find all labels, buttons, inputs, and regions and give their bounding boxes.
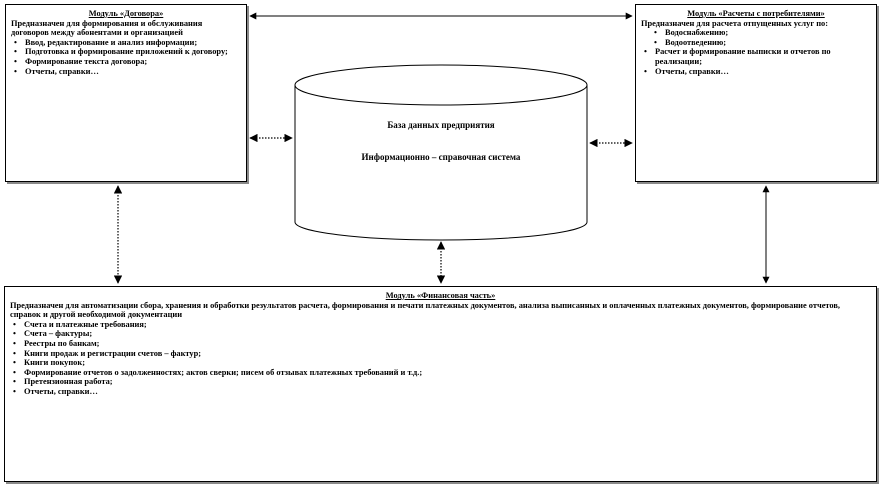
list-item: • Счета – фактуры;: [10, 329, 871, 339]
list-item: • Водоотведению;: [641, 38, 871, 48]
database-title: База данных предприятия: [387, 120, 495, 130]
list-item: • Претензионная работа;: [10, 377, 871, 387]
module-finance-title: Модуль «Финансовая часть»: [385, 291, 496, 300]
list-item: • Подготовка и формирование приложений к договору;: [11, 47, 241, 57]
list-item: • Водоснабжению;: [641, 28, 871, 38]
module-finance-list: [10, 320, 871, 397]
list-item: • Формирование текста договора;: [11, 57, 241, 67]
list-item: • Формирование отчетов о задолженностях; актов сверки; писем об отзывах платежных требований и т.д.;: [10, 368, 871, 378]
list-item: • Отчеты, справки…: [10, 387, 871, 397]
module-finance-description: Предназначен для автоматизации сбора, хранения и обработки результатов расчета, формирования и печати платежных документов, анализа выписанных и оплаченных платежных документов, формирование отчетов, справок и другой необходимой документации: [10, 300, 841, 320]
module-contracts-description: Предназначен для формирования и обслуживания договоров между абонентами и организацией: [11, 18, 203, 38]
module-finance: [4, 286, 877, 482]
module-contracts: [5, 4, 247, 182]
list-item: • Книги продаж и регистрации счетов – фактур;: [10, 349, 871, 359]
module-billing-title: Модуль «Расчеты с потребителями»: [687, 9, 825, 18]
list-item: • Отчеты, справки…: [641, 67, 871, 77]
module-billing-list: [641, 28, 871, 76]
list-item: • Расчет и формирование выписки и отчетов по реализации;: [641, 47, 871, 66]
list-item: • Отчеты, справки…: [11, 67, 241, 77]
database-subtitle: Информационно – справочная система: [361, 152, 521, 162]
list-item: • Счета и платежные требования;: [10, 320, 871, 330]
module-contracts-list: [11, 38, 241, 76]
list-item: • Ввод, редактирование и анализ информации;: [11, 38, 241, 48]
list-item: • Книги покупок;: [10, 358, 871, 368]
module-billing: [635, 4, 877, 182]
list-item: • Реестры по банкам;: [10, 339, 871, 349]
module-billing-description: Предназначен для расчета отпущенных услуг по:: [641, 18, 829, 28]
module-contracts-title: Модуль «Договора»: [88, 9, 164, 18]
